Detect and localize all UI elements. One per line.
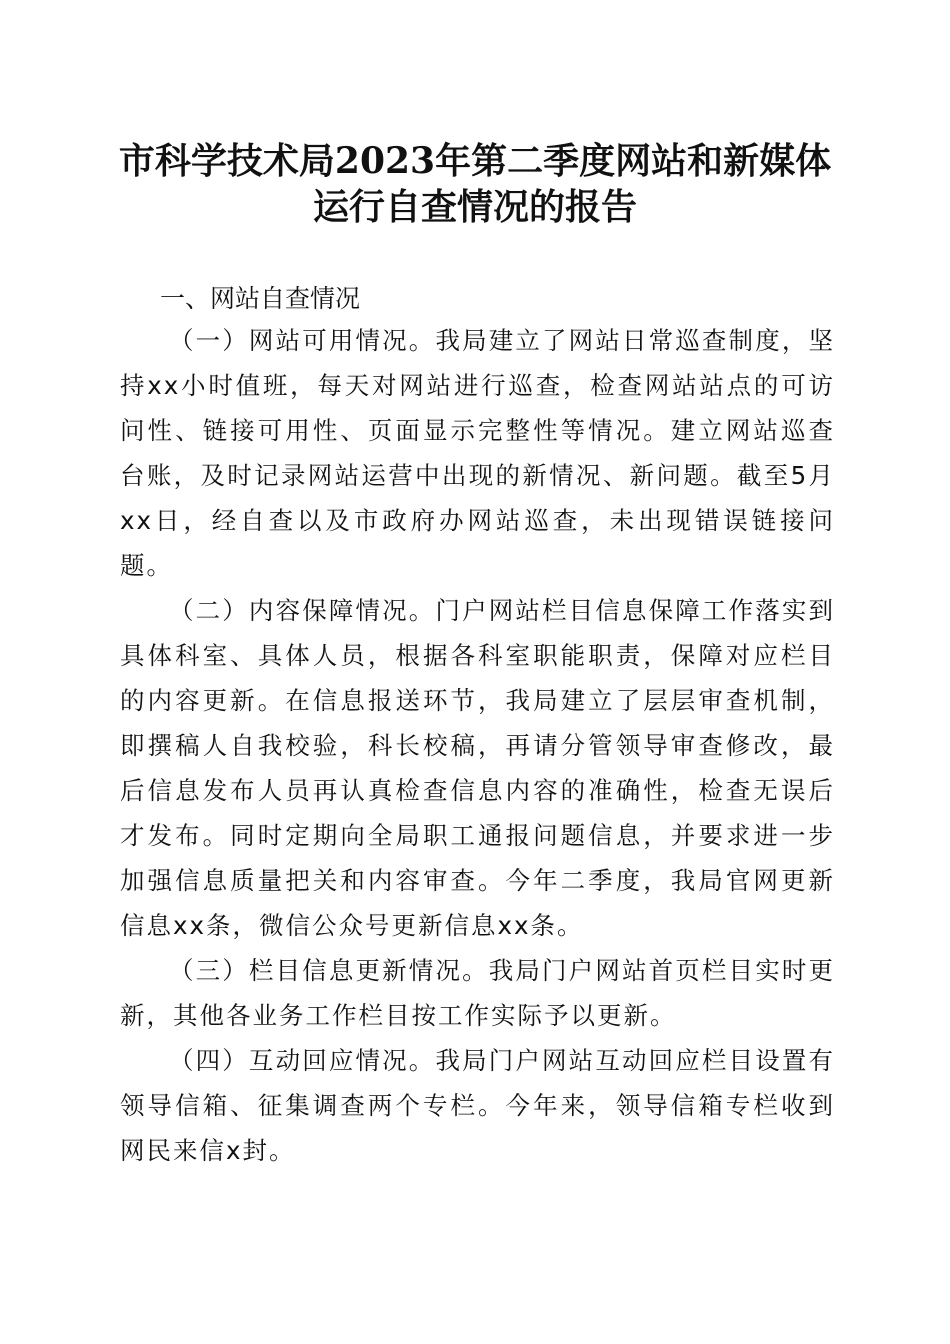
paragraph-interaction-response: （四）互动回应情况。我局门户网站互动回应栏目设置有领导信箱、征集调查两个专栏。今年来，领导信箱专栏收到网民来信x封。: [120, 1046, 835, 1165]
paragraph-content-assurance: （二）内容保障情况。门户网站栏目信息保障工作落实到具体科室、具体人员，根据各科室职能职责，保障对应栏目的内容更新。在信息报送环节，我局建立了层层审查机制，即撰稿人自我校验，科长校稿，再请分管领导审查修改，最后信息发布人员再认真检查信息内容的准确性，检查无误后才发布。同时定期向全局职工通报问题信息，并要求进一步加强信息质量把关和内容审查。今年二季度，我局官网更新信息xx条，微信公众号更新信息xx条。: [120, 596, 835, 940]
paragraph-website-availability: （一）网站可用情况。我局建立了网站日常巡查制度，坚持xx小时值班，每天对网站进行巡查，检查网站站点的可访问性、链接可用性、页面显示完整性等情况。建立网站巡查台账，及时记录网站运营中出现的新情况、新问题。截至5月xx日，经自查以及市政府办网站巡查，未出现错误链接问题。: [120, 326, 835, 580]
document-title-line-1: 市科学技术局2023年第二季度网站和新媒体: [118, 140, 832, 182]
document-title-line-2: 运行自查情况的报告: [312, 186, 637, 228]
section-heading-website-self-check: 一、网站自查情况: [160, 284, 361, 313]
paragraph-column-update: （三）栏目信息更新情况。我局门户网站首页栏目实时更新，其他各业务工作栏目按工作实际予以更新。: [120, 956, 835, 1030]
document-body: [120, 318, 835, 1173]
